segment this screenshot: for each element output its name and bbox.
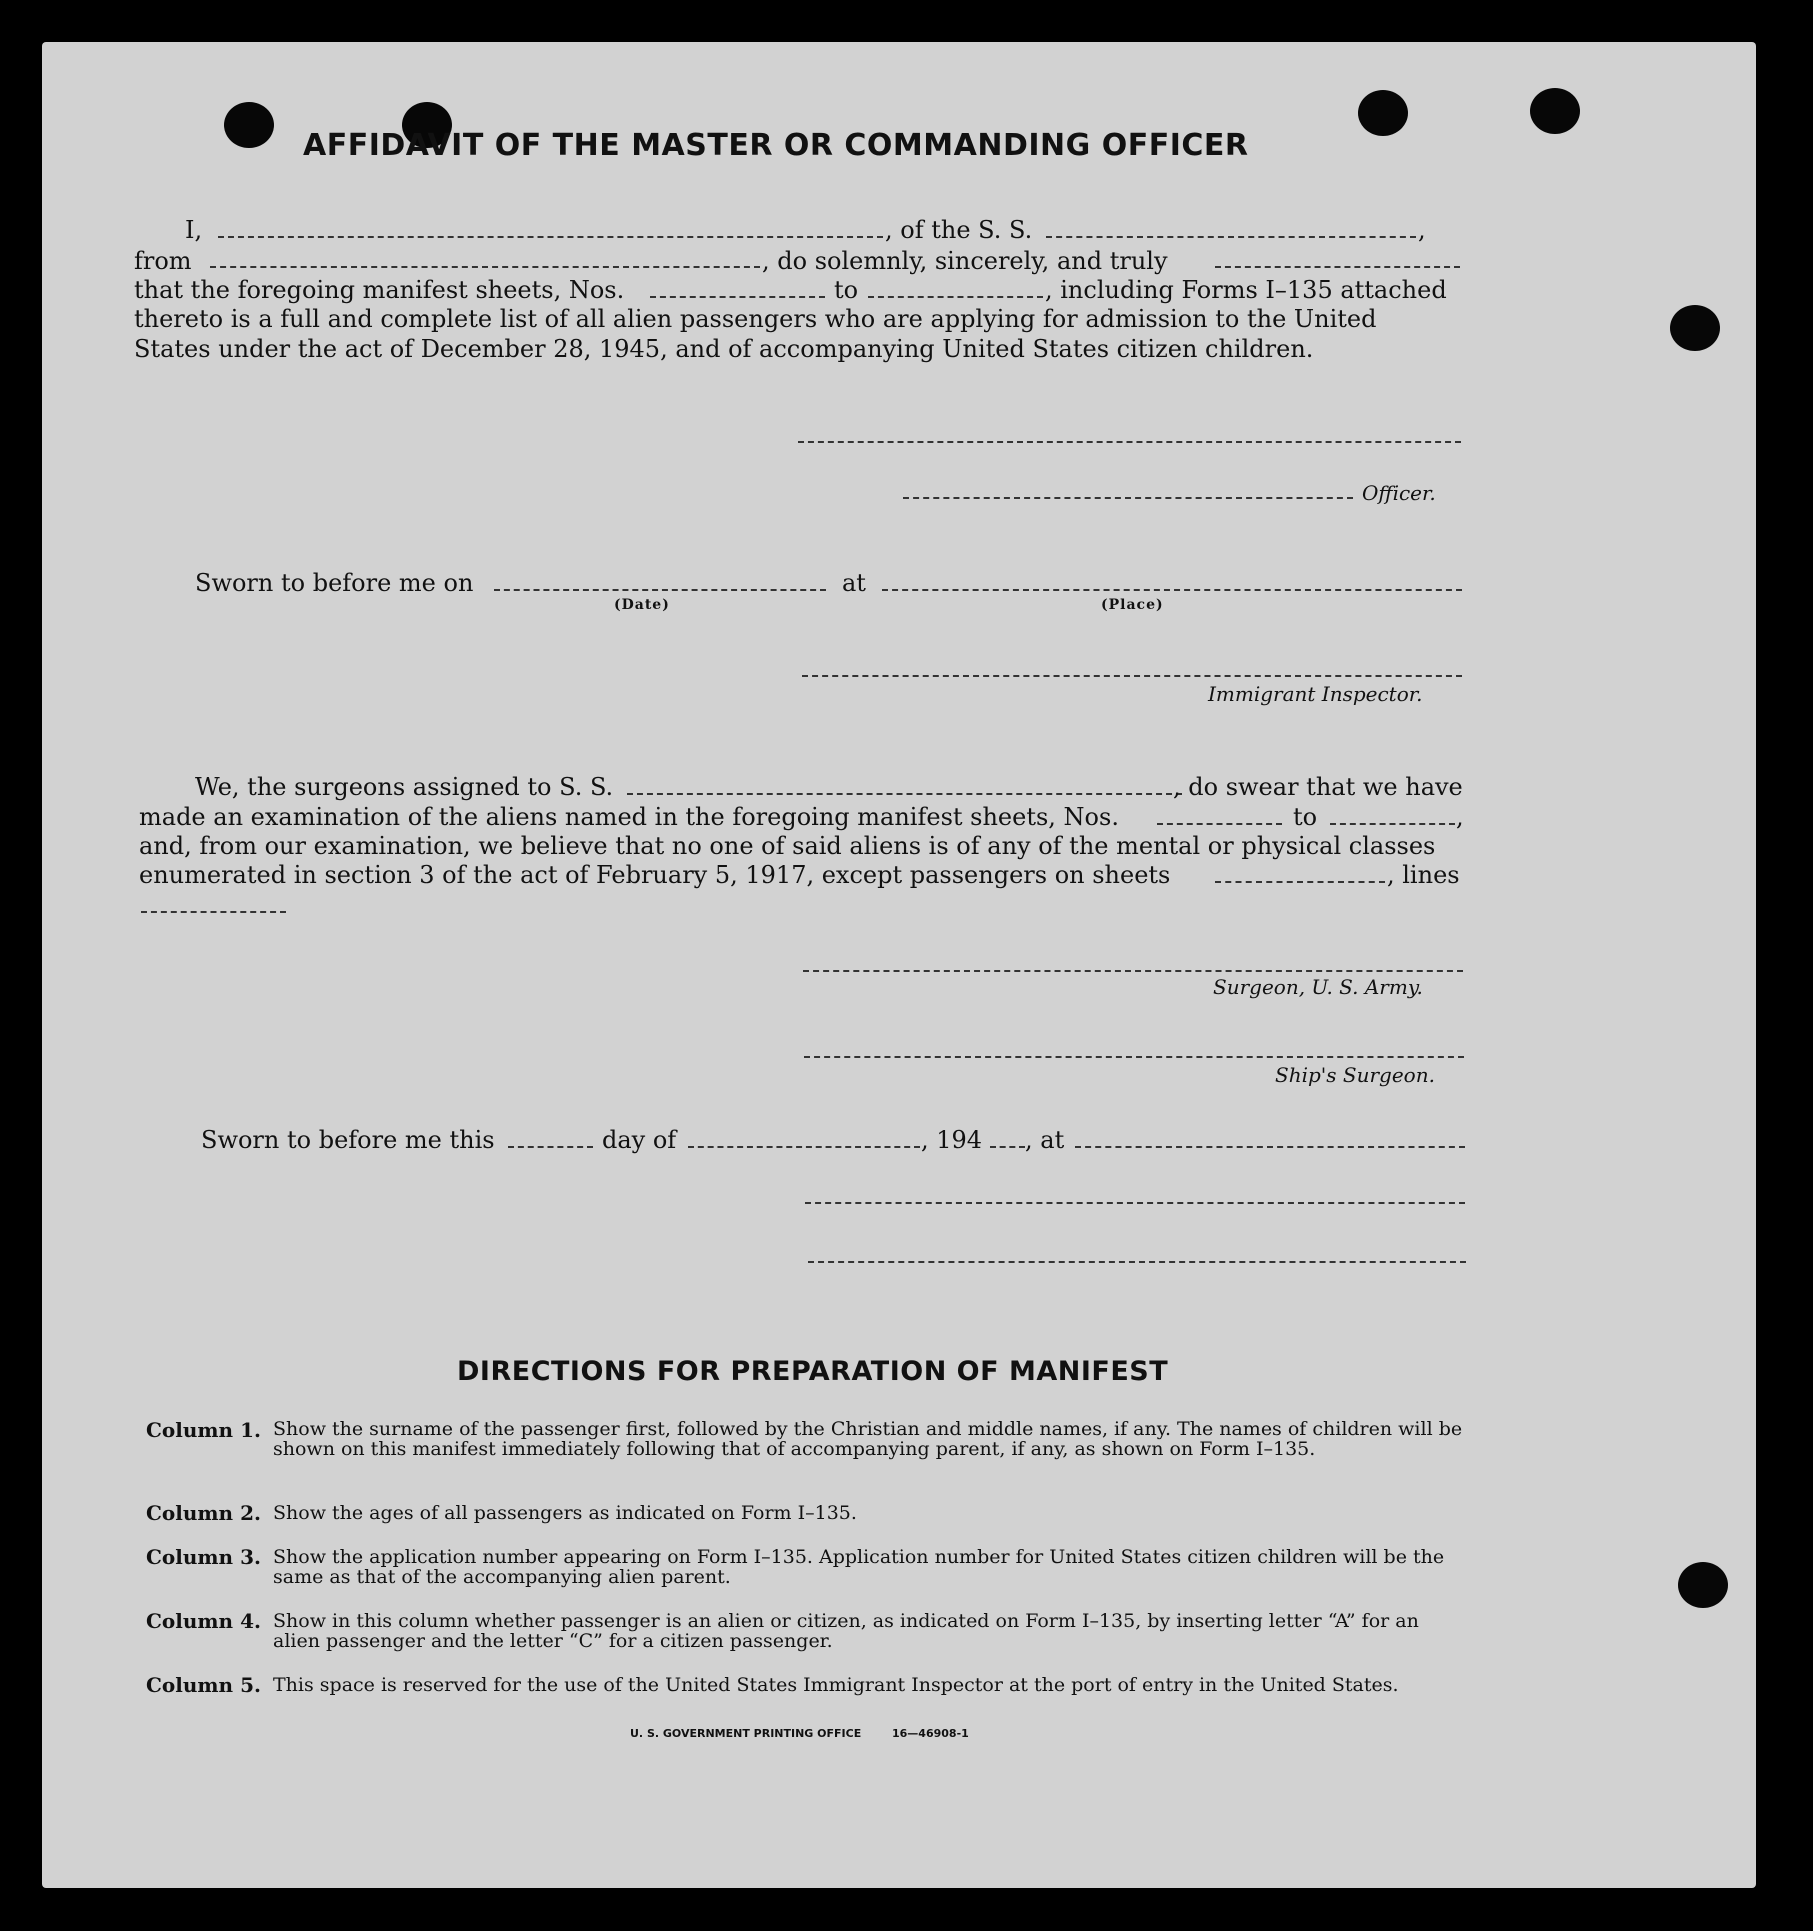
- officer-title-line[interactable]: [903, 497, 1353, 499]
- surgeons-line2-a: made an examination of the aliens named in the foregoing manifest sheets, Nos.: [139, 803, 1119, 831]
- date-caption: (Date): [614, 597, 670, 613]
- inspector-signature-line[interactable]: [802, 675, 1462, 677]
- surgeons-line1-a: We, the surgeons assigned to S. S.: [195, 773, 614, 801]
- sworn2-title-line[interactable]: [808, 1261, 1466, 1263]
- sheet-to-field[interactable]: [868, 296, 1043, 298]
- column-2-text: Show the ages of all passengers as indicated on Form I–135.: [273, 1502, 857, 1524]
- affidavit-line3-to: to: [834, 276, 859, 304]
- sworn2-at-label: , at: [1025, 1126, 1065, 1154]
- ship-name-field[interactable]: [1046, 236, 1416, 238]
- sworn2-signature-line[interactable]: [805, 1202, 1465, 1204]
- exception-sheets-field[interactable]: [1215, 881, 1385, 883]
- punch-hole: [1670, 305, 1720, 351]
- punch-hole: [224, 102, 274, 148]
- punch-hole: [1358, 90, 1408, 136]
- officer-signature-line[interactable]: [798, 441, 1461, 443]
- surgeons-line1-b: , do swear that we have: [1173, 773, 1463, 801]
- affidavit-line1-i: I,: [185, 216, 203, 244]
- column-3-text: Show the application number appearing on Form I–135. Application number for United States citizen children will be the same as that of the accompanying alien parent.: [273, 1546, 1445, 1588]
- sworn1-label: Sworn to before me on: [195, 569, 474, 597]
- surgeons-line3: and, from our examination, we believe that no one of said aliens is of any of the mental or physical classes: [139, 832, 1436, 860]
- sworn2-year-label: , 194: [921, 1126, 983, 1154]
- printer-imprint: U. S. GOVERNMENT PRINTING OFFICE: [630, 1727, 862, 1740]
- affidavit-line2-from: from: [134, 247, 192, 275]
- affidavit-line1-end: ,: [1418, 216, 1426, 244]
- officer-label: Officer.: [1362, 481, 1436, 505]
- affidavit-line3-a: that the foregoing manifest sheets, Nos.: [134, 276, 625, 304]
- affidavit-line2-mid: , do solemnly, sincerely, and truly: [762, 247, 1168, 275]
- column-4-label: Column 4.: [146, 1609, 261, 1633]
- master-name-field[interactable]: [218, 236, 883, 238]
- column-2-label: Column 2.: [146, 1501, 261, 1525]
- exception-lines-field[interactable]: [141, 911, 286, 913]
- inspector-label: Immigrant Inspector.: [1208, 682, 1423, 706]
- sworn2-day-field[interactable]: [508, 1146, 593, 1148]
- ship-surgeon-signature-line[interactable]: [804, 1056, 1464, 1058]
- sworn1-place-field[interactable]: [882, 589, 1462, 591]
- sworn1-at: at: [842, 569, 866, 597]
- surgeons-line2-to: to: [1293, 803, 1318, 831]
- surgeons-sheet-from-field[interactable]: [1157, 823, 1282, 825]
- sworn2-day-label: day of: [602, 1126, 677, 1154]
- oath-word-field[interactable]: [1215, 266, 1460, 268]
- affidavit-line1-of: , of the S. S.: [885, 216, 1033, 244]
- column-5-label: Column 5.: [146, 1673, 261, 1697]
- punch-hole: [1678, 1562, 1728, 1608]
- surgeons-line2-end: ,: [1456, 803, 1464, 831]
- surgeons-sheet-to-field[interactable]: [1330, 823, 1455, 825]
- sworn1-date-field[interactable]: [494, 589, 826, 591]
- affidavit-title: AFFIDAVIT OF THE MASTER OR COMMANDING OFFICER: [303, 128, 1249, 163]
- army-surgeon-signature-line[interactable]: [803, 970, 1463, 972]
- column-1-label: Column 1.: [146, 1418, 261, 1442]
- column-5-text: This space is reserved for the use of the United States Immigrant Inspector at the port of entry in the United States.: [273, 1674, 1399, 1696]
- form-code: 16—46908-1: [892, 1727, 969, 1740]
- affidavit-line3-b: , including Forms I–135 attached: [1045, 276, 1447, 304]
- ship-surgeon-label: Ship's Surgeon.: [1275, 1063, 1435, 1087]
- surgeons-ship-field[interactable]: [627, 793, 1182, 795]
- column-4-text: Show in this column whether passenger is an alien or citizen, as indicated on Form I–135, by inserting letter “A” for an alien passenger and the letter “C” for a citizen passenger.: [273, 1610, 1419, 1652]
- army-surgeon-label: Surgeon, U. S. Army.: [1213, 975, 1423, 999]
- surgeons-line4-a: enumerated in section 3 of the act of February 5, 1917, except passengers on sheets: [139, 861, 1171, 889]
- punch-hole: [1530, 88, 1580, 134]
- departure-port-field[interactable]: [210, 266, 760, 268]
- column-1-text: Show the surname of the passenger first, followed by the Christian and middle names, if any. The names of children will be shown on this manifest immediately following that of accompanying parent, if any, as shown on Form I–135.: [273, 1418, 1463, 1460]
- affidavit-line5: States under the act of December 28, 1945, and of accompanying United States citizen children.: [134, 335, 1314, 363]
- sworn2-place-field[interactable]: [1075, 1146, 1465, 1148]
- directions-title: DIRECTIONS FOR PREPARATION OF MANIFEST: [457, 1356, 1169, 1387]
- surgeons-line4-b: , lines: [1387, 861, 1460, 889]
- sworn2-month-field[interactable]: [688, 1146, 920, 1148]
- sworn2-year-field[interactable]: [990, 1146, 1025, 1148]
- sheet-from-field[interactable]: [650, 296, 825, 298]
- sworn2-label: Sworn to before me this: [201, 1126, 495, 1154]
- column-3-label: Column 3.: [146, 1545, 261, 1569]
- affidavit-line4: thereto is a full and complete list of all alien passengers who are applying for admission to the United: [134, 305, 1377, 333]
- place-caption: (Place): [1101, 597, 1164, 613]
